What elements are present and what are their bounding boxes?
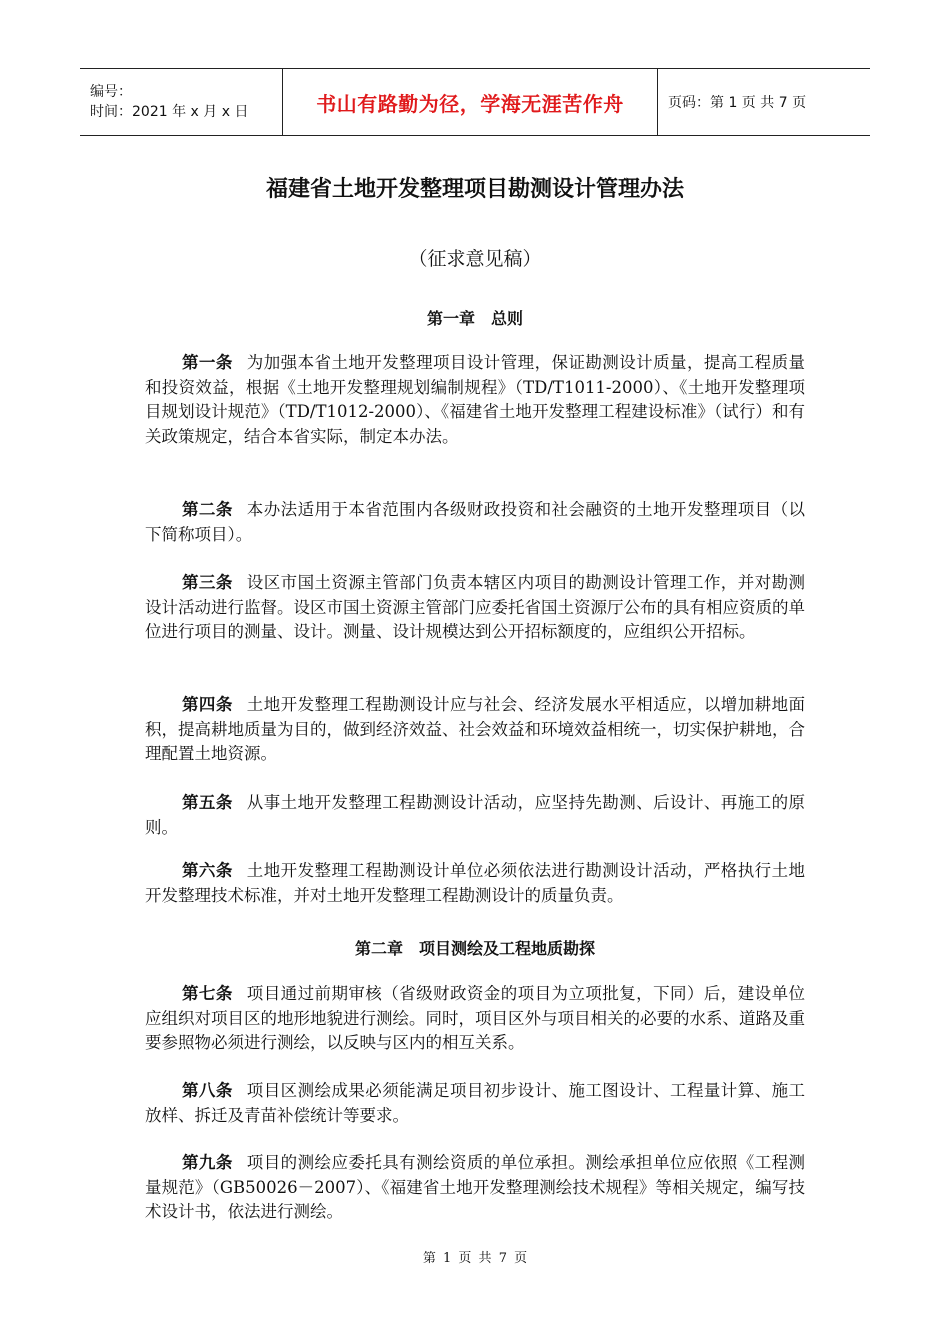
article-4	[145, 693, 805, 767]
article-text: 本办法适用于本省范围内各级财政投资和社会融资的土地开发整理项目（以下简称项目）。	[145, 500, 806, 544]
article-label: 第六条	[182, 861, 233, 880]
header-motto: 书山有路勤为径，学海无涯苦作舟	[316, 91, 624, 116]
article-label: 第一条	[182, 353, 233, 372]
article-text: 土地开发整理工程勘测设计应与社会、经济发展水平相适应，以增加耕地面积，提高耕地质量为目的，做到经济效益、社会效益和环境效益相统一，切实保护耕地，合理配置土地资源。	[145, 695, 806, 763]
article-label: 第三条	[182, 573, 233, 592]
header-motto-cell	[282, 69, 658, 135]
chapter-heading-2: 第二章 项目测绘及工程地质勘探	[354, 939, 595, 958]
article-label: 第九条	[182, 1153, 233, 1172]
header-meta	[80, 69, 282, 135]
article-text: 为加强本省土地开发整理项目设计管理，保证勘测设计质量，提高工程质量和投资效益，根据《土地开发整理规划编制规程》（TD/T1011-2000）、《土地开发整理项目规划设计规范》（TD/T1012-2000）、《福建省土地开发整理工程建设标准》（试行）和有关政策规定，结合本省实际，制定本办法。	[145, 353, 806, 446]
document-title: 福建省土地开发整理项目勘测设计管理办法	[265, 177, 684, 202]
article-6	[145, 859, 805, 908]
article-text: 项目的测绘应委托具有测绘资质的单位承担。测绘承担单位应依照《工程测量规范》（GB50026－2007）、《福建省土地开发整理测绘技术规程》等相关规定，编写技术设计书，依法进行测绘。	[145, 1153, 806, 1221]
article-label: 第五条	[182, 793, 233, 812]
article-text: 设区市国土资源主管部门负责本辖区内项目的勘测设计管理工作，并对勘测设计活动进行监督。设区市国土资源主管部门应委托省国土资源厅公布的具有相应资质的单位进行项目的测量、设计。测量、设计规模达到公开招标额度的，应组织公开招标。	[145, 573, 806, 641]
article-1	[145, 351, 805, 449]
article-text: 项目区测绘成果必须能满足项目初步设计、施工图设计、工程量计算、施工放样、拆迁及青苗补偿统计等要求。	[145, 1081, 806, 1125]
article-text: 从事土地开发整理工程勘测设计活动，应坚持先勘测、后设计、再施工的原则。	[145, 793, 806, 837]
article-9	[145, 1151, 805, 1225]
article-text: 项目通过前期审核（省级财政资金的项目为立项批复，下同）后，建设单位应组织对项目区的地形地貌进行测绘。同时，项目区外与项目相关的必要的水系、道路及重要参照物必须进行测绘，以反映与区内的相互关系。	[145, 984, 806, 1052]
header-page-label: 页码：第 1 页 共 7 页	[668, 95, 807, 111]
chapter-heading-1: 第一章 总则	[426, 309, 523, 328]
article-label: 第七条	[182, 984, 233, 1003]
article-8	[145, 1079, 805, 1128]
article-7	[145, 982, 805, 1056]
doc-number-label: 编号：	[90, 84, 132, 100]
article-label: 第八条	[182, 1081, 233, 1100]
article-text: 土地开发整理工程勘测设计单位必须依法进行勘测设计活动，严格执行土地开发整理技术标准，并对土地开发整理工程勘测设计的质量负责。	[145, 861, 806, 905]
article-3	[145, 571, 805, 645]
doc-time-label: 时间：2021 年 x 月 x 日	[90, 104, 249, 120]
page-footer: 第 1 页 共 7 页	[422, 1251, 528, 1266]
header-page-cell	[658, 69, 870, 135]
document-header	[80, 68, 870, 136]
article-label: 第四条	[182, 695, 233, 714]
article-2	[145, 498, 805, 547]
document-subtitle: （征求意见稿）	[408, 248, 542, 270]
article-5	[145, 791, 805, 840]
article-label: 第二条	[182, 500, 233, 519]
